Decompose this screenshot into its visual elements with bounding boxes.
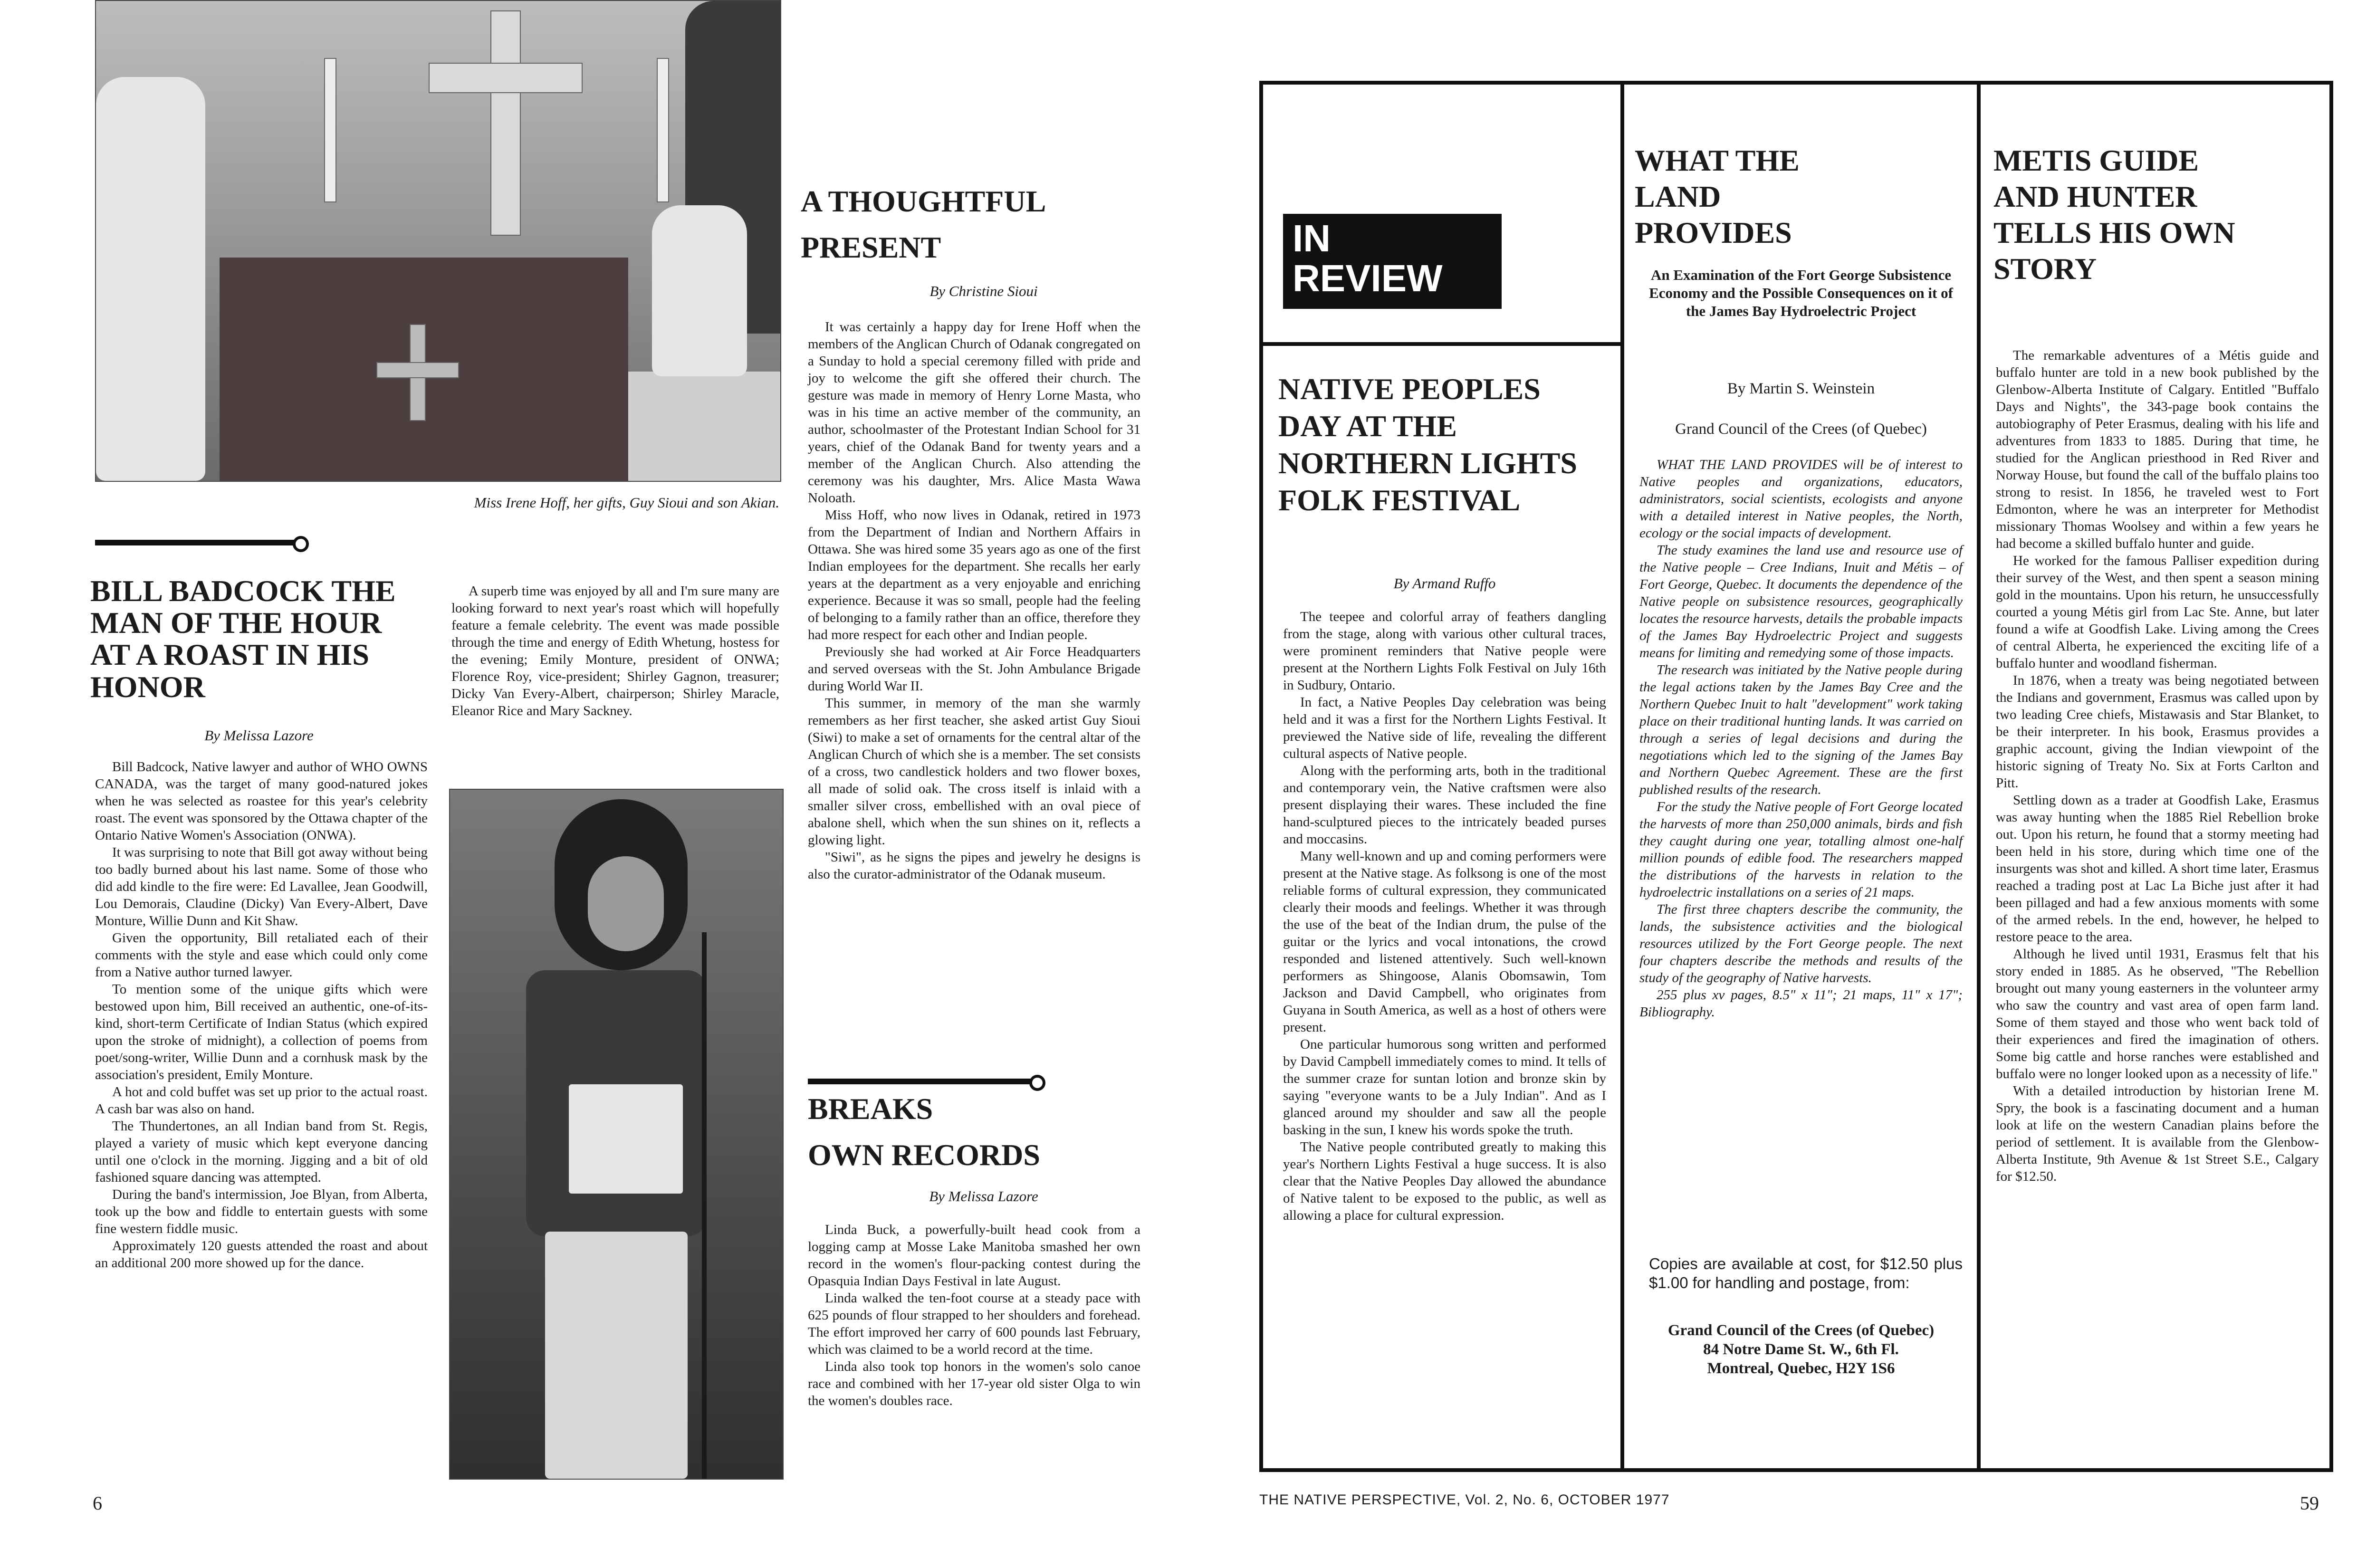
article5-copies: Copies are available at cost, for $12.50 plus $1.00 for handling and postage, from:	[1649, 1255, 1963, 1291]
paragraph: Linda walked the ten-foot course at a steady pace with 625 pounds of flour strapped to her shoulders and forehead. The effort improved her carry of 600 pounds last February, which was claimed to be a world record at the time.	[808, 1291, 1140, 1357]
paragraph: The study examines the land use and resource use of the Native people – Cree Indians, Inuit and Métis – of Fort George, Quebec. It documents the dependence of the Native people on subsistence resources, geographically locates the resource harvests, details the probable impacts of the James Bay Hydroelectric Project and suggests means for limiting and remedying some of those impacts.	[1639, 543, 1963, 660]
paragraph: The Thundertones, an all Indian band from St. Regis, played a variety of music which kept everyone dancing until one o'clock in the morning. Jigging and a bit of old fashioned square dancing was attempted.	[95, 1119, 428, 1185]
paragraph: Approximately 120 guests attended the roast and about an additional 200 more showed up for the dance.	[95, 1238, 428, 1271]
paragraph: The first three chapters describe the community, the lands, the subsistence activities and the biological resources utilized by the Fort George people. The next four chapters describe the methods and results of the study of the geography of Native harvests.	[1639, 902, 1963, 985]
paragraph: Miss Hoff, who now lives in Odanak, retired in 1973 from the Department of Indian and Northern Affairs in Ottawa. She was hired some 35 years ago as one of the first Indian employees for the department. She recalls her early years at the department as a very enjoyable and enriching experience. Because it was so small, people had the feeling of belonging to a family rather than an office, therefore they had more respect for each other and Indian people.	[808, 507, 1140, 642]
article4-body	[1283, 608, 1606, 1224]
article5-publisher: Grand Council of the Crees (of Quebec)	[1675, 421, 1927, 438]
frame-top	[1259, 81, 2333, 85]
paragraph: Although he lived until 1931, Erasmus felt that his story ended in 1885. As he observed, "The Rebellion brought out many young easterners in the volunteer army who saw the country and vast area of open farm land. Some of them stayed and those who went back told of their experiences and fired the imagination of others. Some big cattle and horse ranches were established and buffalo were no longer looked upon as a necessity of life."	[1996, 947, 2319, 1081]
paragraph: Along with the performing arts, both in the traditional and contemporary vein, the Native craftsmen were also present displaying their wares. These included the fine hand-sculptured pieces to the intricately beaded purses and moccasins.	[1283, 763, 1606, 847]
paragraph: Linda also took top honors in the women's solo canoe race and combined with her 17-year old sister Olga to win the women's doubles race.	[808, 1359, 1140, 1408]
article5-body	[1639, 456, 1963, 1021]
address-line: Grand Council of the Crees (of Quebec)	[1667, 1322, 1935, 1339]
paragraph: This summer, in memory of the man she warmly remembers as her first teacher, she asked artist Guy Sioui (Siwi) to make a set of ornaments for the central altar of the Anglican Church of which she is a member. The set consists of a cross, two candlestick holders and two flower boxes, all made of solid oak. The cross itself is inlaid with a smaller silver cross, embellished with an oval piece of abalone shell, which when the sun shines on it, reflects a glowing light.	[808, 696, 1140, 848]
article6-body	[1996, 347, 2319, 1185]
article2-title-line2: PRESENT	[801, 230, 941, 265]
paragraph: 255 plus xv pages, 8.5" x 11"; 21 maps, 11" x 17"; Bibliography.	[1639, 987, 1963, 1020]
photo1-caption: Miss Irene Hoff, her gifts, Guy Sioui and son Akian.	[474, 494, 779, 511]
section-rule	[95, 540, 295, 545]
photo-singer	[449, 789, 784, 1480]
paragraph: A hot and cold buffet was set up prior to the actual roast. A cash bar was also on hand.	[95, 1084, 428, 1117]
address-line: 84 Notre Dame St. W., 6th Fl.	[1703, 1341, 1899, 1358]
article5-subtitle: An Examination of the Fort George Subsistence Economy and the Possible Consequences on it of the James Bay Hydroelectric Project	[1649, 267, 1953, 319]
article3-title-line1: BREAKS	[808, 1092, 933, 1126]
frame-bottom	[1259, 1468, 2333, 1472]
article1-col1	[95, 758, 428, 1272]
paragraph: In fact, a Native Peoples Day celebration was being held and it was a first for the Northern Lights Festival. It previewed the Native side of life, revealing the different cultural aspects of Native people.	[1283, 695, 1606, 761]
paragraph: A superb time was enjoyed by all and I'm sure many are looking forward to next year's roast which will hopefully feature a female celebrity. The event was made possible through the time and energy of Edith Whetung, hostess for the evening; Emily Monture, president of ONWA; Florence Roy, vice-president; Shirley Gagnon, treasurer; Dicky Van Every-Albert, chairperson; Shirley Maracle, Eleanor Rice and Mary Sackney.	[451, 583, 779, 718]
frame-divider-h	[1259, 342, 1624, 346]
frame-divider-2	[1977, 81, 1981, 1472]
paragraph: Many well-known and up and coming performers were present at the Native stage. As folksong is one of the most reliable forms of cultural expression, they communicated clearly their moods and feelings. Whether it was through the use of the beat of the Indian drum, the pulse of the guitar or the lyrics and vocal intonations, the crowd responded and listened attentively. Such well-known performers as Shingoose, Alanis Obomsawin, Tom Jackson and David Campbell, who originates from Guyana in South America, as well as a host of others were present.	[1283, 849, 1606, 1035]
article3-byline: By Melissa Lazore	[929, 1188, 1038, 1205]
frame-left	[1259, 81, 1263, 1472]
paragraph: He worked for the famous Palliser expedition during their survey of the West, and then spent a season mining gold in the mountains. Upon his return, he unsuccessfully courted a young Métis girl from Lac Ste. Anne, but later found a wife at Goodfish Lake. Living among the Crees of central Alberta, he experienced the exciting life of a buffalo hunter and woodland fisherman.	[1996, 553, 2319, 671]
in-review-line2: REVIEW	[1293, 257, 1443, 299]
article2-title	[801, 185, 1181, 263]
paragraph: To mention some of the unique gifts which were bestowed upon him, Bill received an authentic, one-of-its-kind, short-term Certificate of Indian Status (which expired upon the stroke of midnight), a collection of poems from poet/song-writer, Willie Dunn and a cornhusk mask by the association's president, Emily Monture.	[95, 982, 428, 1082]
article5-address	[1639, 1321, 1963, 1378]
magazine-footer: THE NATIVE PERSPECTIVE, Vol. 2, No. 6, OCTOBER 1977	[1259, 1492, 1670, 1508]
article4-title: NATIVE PEOPLES DAY AT THE NORTHERN LIGHTS FOLK FESTIVAL	[1278, 372, 1577, 517]
paragraph: The teepee and colorful array of feathers dangling from the stage, along with various other cultural traces, were prominent reminders that Native people were present at the Northern Lights Folk Festival on July 16th in Sudbury, Ontario.	[1283, 609, 1606, 693]
photo-church-altar	[95, 0, 781, 482]
article2-title-line1: A THOUGHTFUL	[801, 184, 1046, 218]
paragraph: During the band's intermission, Joe Blyan, from Alberta, took up the bow and fiddle to entertain guests with some fine western fiddle music.	[95, 1187, 428, 1236]
paragraph: The Native people contributed greatly to making this year's Northern Lights Festival a huge success. It is also clear that the Native Peoples Day allowed the abundance of Native talent to be exposed to the public, as well as allowing a place for cultural expression.	[1283, 1139, 1606, 1223]
page-number-right: 59	[2300, 1492, 2319, 1514]
article5-author: By Martin S. Weinstein	[1727, 380, 1875, 397]
paragraph: With a detailed introduction by historian Irene M. Spry, the book is a fascinating document and a human look at life on the western Canadian plains before the period of settlement. It is available from the Glenbow-Alberta Institute, 9th Avenue & 1st Street S.E., Calgary for $12.50.	[1996, 1083, 2319, 1184]
article2-byline: By Christine Sioui	[929, 283, 1038, 299]
page-number-left: 6	[93, 1492, 102, 1514]
paragraph: For the study the Native people of Fort George located the harvests of more than 250,000 animals, birds and fish they caught during one year, totalling almost one-half million pounds of edible food. The researchers mapped the distributions of the harvests in relation to the hydroelectric installations on a series of 21 maps.	[1639, 799, 1963, 900]
paragraph: The research was initiated by the Native people during the legal actions taken by the James Bay Cree and the Northern Quebec Inuit to halt "development" work taking place on their traditional hunting lands. It was carried on through a series of legal decisions and during the negotiations which led to the signing of the James Bay and Northern Quebec Agreement. These are the first published results of the research.	[1639, 662, 1963, 797]
paragraph: In 1876, when a treaty was being negotiated between the Indians and government, Erasmus was called upon by two leading Cree chiefs, Mistawasis and Star Blanket, to be their interpreter. In his book, Erasmus provides a graphic account, giving the Indian viewpoint of the historic signing of Treaty No. Six at Forts Carlton and Pitt.	[1996, 673, 2319, 791]
address-line: Montreal, Quebec, H2Y 1S6	[1707, 1360, 1895, 1377]
frame-right	[2329, 81, 2333, 1472]
paragraph: It was certainly a happy day for Irene Hoff when the members of the Anglican Church of Odanak congregated on a Sunday to hold a special ceremony filled with pride and joy to welcome the gift she offered their church. The gesture was made in memory of Henry Lorne Masta, who was in his time an active member of the community, an author, schoolmaster of the Protestant Indian School for 31 years, chief of the Odanak Band for twenty years and a member of the Anglican Church. Also attending the ceremony was his daughter, Mrs. Alice Masta Wawa Noloath.	[808, 319, 1140, 506]
paragraph: WHAT THE LAND PROVIDES will be of interest to Native peoples and organizations, educators, administrators, social scientists, ecologists and anyone with a detailed interest in Native peoples, the North, ecology or the social impacts of development.	[1639, 457, 1963, 541]
rule-dot	[1029, 1075, 1045, 1091]
article1-col2	[451, 583, 779, 719]
frame-divider-1	[1620, 81, 1624, 1472]
article3-title-line2: OWN RECORDS	[808, 1138, 1040, 1172]
paragraph: The remarkable adventures of a Métis guide and buffalo hunter are told in a new book published by the Glenbow-Alberta Institute of Calgary. Entitled "Buffalo Days and Nights", the 343-page book contains the autobiography of Peter Erasmus, dealing with his life and adventures from 1833 to 1885. During that time, he studied for the Anglican priesthood in Red River and Norway House, but found the call of the buffalo plains too strong to resist. In 1856, he traveled west to Fort Edmonton, where he was an interpreter for Methodist missionary Thomas Woolsey and within a few years he had become a skilled buffalo hunter and guide.	[1996, 348, 2319, 551]
article1-title: BILL BADCOCK THE MAN OF THE HOUR AT A ROAST IN HIS HONOR	[90, 574, 396, 704]
paragraph: Bill Badcock, Native lawyer and author of WHO OWNS CANADA, was the target of many good-natured jokes when he was selected as roastee for this year's celebrity roast. The event was sponsored by the Ottawa chapter of the Ontario Native Women's Association (ONWA).	[95, 759, 428, 843]
article1-byline: By Melissa Lazore	[204, 727, 314, 744]
paragraph: Given the opportunity, Bill retaliated each of their comments with the style and ease which could only come from a Native author turned lawyer.	[95, 930, 428, 980]
article2-body	[808, 318, 1140, 883]
paragraph: It was surprising to note that Bill got away without being too badly burned about his last name. Some of those who did add kindle to the fire were: Ed Lavallee, Jean Goodwill, Lou Demorais, Claudine (Dicky) Van Every-Albert, Dave Monture, Willie Dunn and Kit Shaw.	[95, 845, 428, 928]
article4-byline: By Armand Ruffo	[1393, 575, 1496, 592]
in-review-logo	[1283, 214, 1502, 309]
paragraph: "Siwi", as he signs the pipes and jewelry he designs is also the curator-administrator of the Odanak museum.	[808, 850, 1140, 882]
article5-title: WHAT THE LAND PROVIDES	[1635, 143, 1800, 249]
in-review-line1: IN	[1293, 217, 1331, 259]
paragraph: Previously she had worked at Air Force Headquarters and served overseas with the St. John Ambulance Brigade during World War II.	[808, 644, 1140, 694]
paragraph: Settling down as a trader at Goodfish Lake, Erasmus was away hunting when the 1885 Riel Rebellion broke out. Upon his return, he found that a stormy meeting had been held in his store, during which time one of the insurgents was shot and killed. A short time later, Erasmus reached a trading post at Lac La Biche just after it had been pillaged and had a few anxious moments with some of the armed rebels. In the end, however, he helped to restore peace to the area.	[1996, 793, 2319, 945]
paragraph: Linda Buck, a powerfully-built head cook from a logging camp at Mosse Lake Manitoba smashed her own record in the women's flour-packing contest during the Opasquia Indian Days Festival in late August.	[808, 1222, 1140, 1289]
rule-dot	[293, 536, 309, 552]
paragraph: One particular humorous song written and performed by David Campbell immediately comes to mind. It tells of the summer craze for suntan lotion and bronze skin by saying "everyone wants to be a July Indian". And as I glanced around my shoulder and saw all the people basking in the sun, I knew his words spoke the truth.	[1283, 1037, 1606, 1138]
section-rule	[808, 1079, 1031, 1084]
article3-body	[808, 1221, 1140, 1409]
article3-title	[808, 1093, 1169, 1171]
article6-title: METIS GUIDE AND HUNTER TELLS HIS OWN STORY	[1993, 143, 2235, 286]
